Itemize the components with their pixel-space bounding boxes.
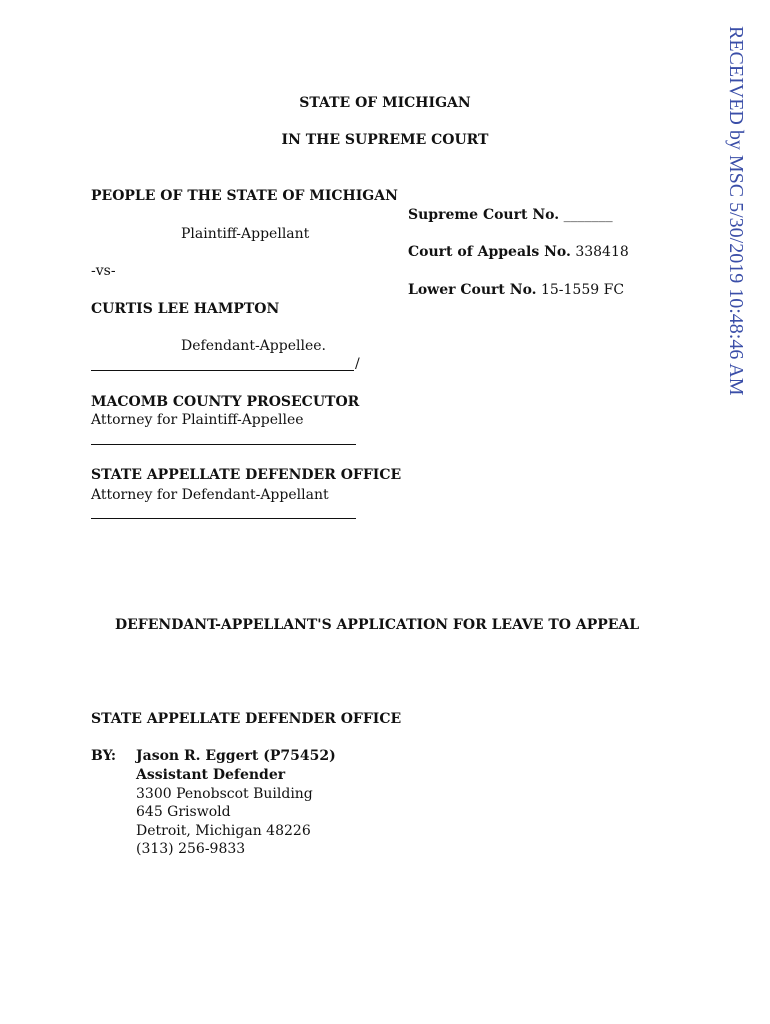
lower-court-label: Lower Court No. <box>408 282 537 298</box>
received-stamp: RECEIVED by MSC 5/30/2019 10:48:46 AM <box>725 26 747 396</box>
address-line: 3300 Penobscot Building <box>136 786 313 802</box>
address-line: 645 Griswold <box>136 804 231 820</box>
attorney-name: MACOMB COUNTY PROSECUTOR <box>91 394 360 410</box>
attorney-rule <box>91 444 356 445</box>
document-title: DEFENDANT-APPELLANT'S APPLICATION FOR LEAVE TO APPEAL <box>115 617 640 633</box>
state-heading: STATE OF MICHIGAN <box>299 95 471 111</box>
court-of-appeals-label: Court of Appeals No. <box>408 244 571 260</box>
signer-name: Jason R. Eggert (P75452) <box>136 748 336 764</box>
signature-office: STATE APPELLATE DEFENDER OFFICE <box>91 711 402 727</box>
supreme-court-value: _______ <box>563 207 613 223</box>
attorney-name: STATE APPELLATE DEFENDER OFFICE <box>91 467 402 483</box>
caption-rule <box>91 370 354 371</box>
court-heading: IN THE SUPREME COURT <box>281 132 489 148</box>
by-label: BY: <box>91 748 117 764</box>
plaintiff-name: PEOPLE OF THE STATE OF MICHIGAN <box>91 188 398 204</box>
attorney-role: Attorney for Defendant-Appellant <box>91 487 329 503</box>
address-line: Detroit, Michigan 48226 <box>136 823 311 839</box>
attorney-role: Attorney for Plaintiff-Appellee <box>91 412 304 428</box>
court-of-appeals-value: 338418 <box>575 244 629 260</box>
plaintiff-role: Plaintiff-Appellant <box>181 226 310 242</box>
caption-slash: / <box>355 356 360 372</box>
attorney-rule <box>91 518 356 519</box>
phone-line: (313) 256-9833 <box>136 841 246 857</box>
supreme-court-number <box>408 206 613 225</box>
lower-court-number <box>408 281 624 300</box>
defendant-name: CURTIS LEE HAMPTON <box>91 301 280 317</box>
lower-court-value: 15-1559 FC <box>540 282 625 298</box>
defendant-role: Defendant-Appellee. <box>181 338 326 354</box>
versus-label: -vs- <box>91 263 116 279</box>
signer-title: Assistant Defender <box>136 767 286 783</box>
supreme-court-label: Supreme Court No. <box>408 207 560 223</box>
court-of-appeals-number <box>408 243 629 262</box>
